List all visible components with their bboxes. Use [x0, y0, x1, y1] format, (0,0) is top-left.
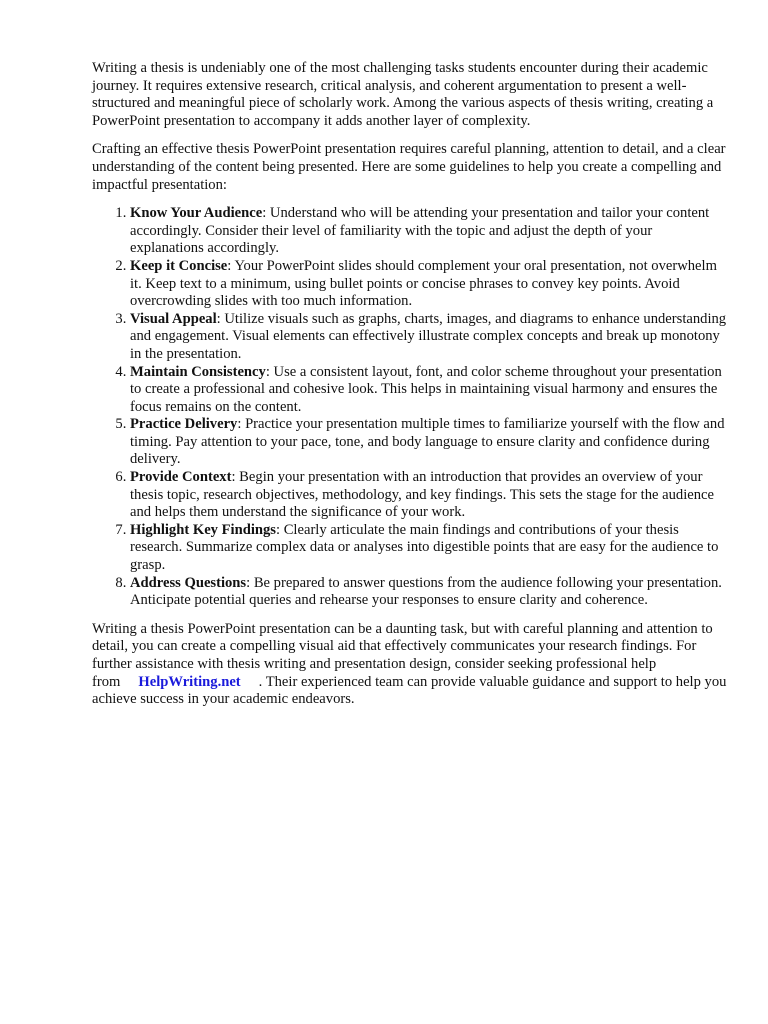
guideline-term: Highlight Key Findings	[130, 521, 276, 538]
guideline-separator: :	[262, 205, 267, 222]
guideline-term: Practice Delivery	[130, 416, 238, 433]
guideline-term: Know Your Audience	[130, 205, 263, 222]
guideline-term: Address Questions	[130, 574, 247, 591]
guideline-text: Your PowerPoint slides should complement your oral presentation, not overwhelm it. Keep text to a minimum, using bullet points or concise phrases to convey key points. Avoid overcrowding slides with too much information.	[130, 257, 717, 310]
list-item	[130, 416, 728, 469]
helpwriting-link[interactable]: HelpWriting.net	[138, 673, 241, 690]
closing-text-after-link: . Their experienced team can provide valuable guidance and support to help you achieve success in your academic endeavors.	[92, 673, 727, 708]
guideline-text: Be prepared to answer questions from the audience following your presentation. Anticipate potential queries and rehearse your responses to ensure clarity and coherence.	[130, 574, 722, 609]
guideline-separator: :	[227, 257, 232, 274]
closing-paragraph	[92, 621, 728, 709]
guideline-term: Provide Context	[130, 469, 232, 486]
guideline-separator: :	[237, 416, 242, 433]
list-item	[130, 364, 728, 417]
guideline-separator: :	[231, 469, 236, 486]
guideline-separator: :	[246, 574, 251, 591]
closing-text-before-link: Writing a thesis PowerPoint presentation can be a daunting task, but with careful planning and attention to detail, you can create a compelling visual aid that effectively communicates your research findings. For further assistance with thesis writing and presentation design, consider seeking professional help from	[92, 620, 713, 690]
list-item	[130, 258, 728, 311]
guideline-separator: :	[216, 310, 221, 327]
intro-paragraph-2: Crafting an effective thesis PowerPoint presentation requires careful planning, attention to detail, and a clear understanding of the content being presented. Here are some guidelines to help you create a compelling and impactful presentation:	[92, 141, 726, 193]
guideline-term: Visual Appeal	[130, 310, 217, 327]
guideline-term: Maintain Consistency	[130, 363, 266, 380]
guideline-text: Practice your presentation multiple times to familiarize yourself with the flow and timing. Pay attention to your pace, tone, and body language to ensure clarity and confidence during delivery.	[130, 416, 725, 468]
guidelines-list	[92, 205, 728, 610]
guideline-separator: :	[275, 521, 281, 538]
document-body	[92, 60, 728, 720]
list-item	[130, 575, 728, 610]
list-item	[130, 522, 728, 575]
guideline-text: Use a consistent layout, font, and color scheme throughout your presentation to create a professional and cohesive look. This helps in maintaining visual harmony and ensures the focus remains on the content.	[130, 363, 722, 415]
guideline-text: Understand who will be attending your presentation and tailor your content accordingly. Consider their level of familiarity with the topic and adjust the depth of your explanations accordingly.	[130, 205, 710, 257]
guideline-separator: :	[265, 363, 270, 380]
list-item	[130, 205, 728, 258]
list-item	[130, 469, 728, 522]
guideline-term: Keep it Concise	[130, 257, 228, 274]
guideline-text: Begin your presentation with an introduction that provides an overview of your thesis topic, research objectives, methodology, and key findings. This sets the stage for the audience and helps them understand the significance of your work.	[130, 469, 714, 521]
guideline-text: Clearly articulate the main findings and contributions of your thesis research. Summarize complex data or analyses into digestible points that are easy for the audience to grasp.	[130, 521, 719, 574]
guideline-text: Utilize visuals such as graphs, charts, images, and diagrams to enhance understanding and engagement. Visual elements can effectively illustrate complex concepts and break up monotony in the presentation.	[130, 310, 727, 362]
intro-paragraph-1: Writing a thesis is undeniably one of the most challenging tasks students encounter during their academic journey. It requires extensive research, critical analysis, and coherent argumentation to present a well-structured and meaningful piece of scholarly work. Among the various aspects of thesis writing, creating a PowerPoint presentation to accompany it adds another layer of complexity.	[92, 60, 714, 129]
list-item	[130, 311, 728, 364]
